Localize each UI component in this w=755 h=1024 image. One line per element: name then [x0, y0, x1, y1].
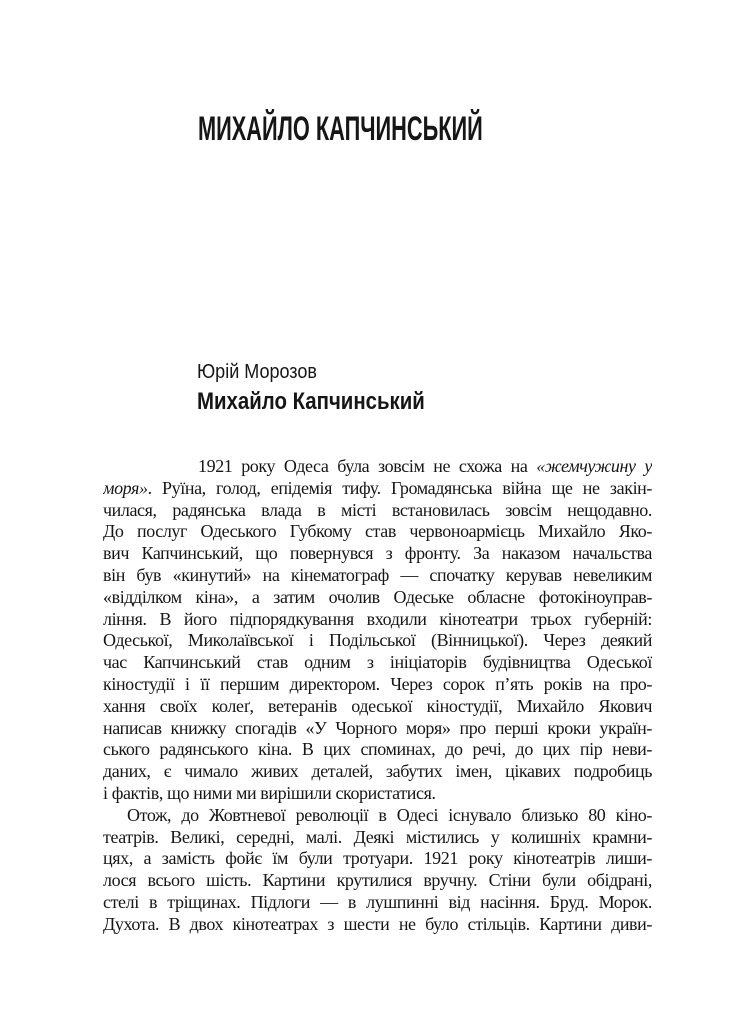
text-line: стелі в тріщинах. Підлоги — в лушпинні від насіння. Бруд. Морок. — [103, 891, 652, 912]
text-line: час Капчинський став одним з ініціаторів будівництва Одеської — [103, 652, 652, 673]
body-text — [103, 456, 652, 936]
text-line: даних, є чимало живих деталей, забутих імен, цікавих подробиць — [103, 761, 652, 782]
text-line: Духота. В двох кінотеатрах з шести не було стільців. Картини диви- — [103, 913, 652, 934]
text-line: Отож, до Жовтневої революції в Одесі існувало близько 80 кіно- — [127, 804, 652, 825]
paragraph — [103, 805, 652, 936]
text-line: цях, а замість фойє їм були тротуари. 1921 року кінотеатрів лиши- — [103, 848, 652, 869]
article-title: Михайло Капчинський — [197, 388, 425, 415]
text-line: він був «кинутий» на кінематограф — спочатку керував невеликим — [103, 564, 652, 585]
text-line: 1921 року Одеса була зовсім не схожа на «жемчужину у — [198, 456, 652, 476]
text-line: Одеської, Миколаївської і Подільської (Вінницької). Через деякий — [103, 630, 652, 651]
text-line: написав книжку спогадів «У Чорного моря» про перші кроки україн- — [103, 717, 652, 738]
text-line: ління. В його підпорядкування входили кінотеатри трьох губерній: — [103, 608, 652, 629]
text-line: лося всього шість. Картини крутилися вручну. Стіни були обідрані, — [103, 870, 652, 891]
author-name: Юрій Морозов — [197, 361, 317, 383]
text-line: моря». Руїна, голод, епідемія тифу. Громадянська війна ще не закін- — [103, 477, 652, 498]
text-line: До послуг Одеського Губкому став червоноармієць Михайло Яко- — [103, 521, 652, 542]
text-line: вич Капчинський, що повернувся з фронту. За наказом начальства — [103, 543, 652, 564]
text-line: і фактів, що ними ми вирішили скористатися. — [103, 782, 436, 803]
text-line: хання своїх колеґ, ветеранів одеської кіностудії, Михайло Якович — [103, 695, 652, 716]
text-line: чилася, радянська влада в місті встановилась зовсім нещодавно. — [103, 499, 652, 520]
paragraph — [103, 456, 652, 805]
text-line: театрів. Великі, середні, малі. Деякі містились у колишніх крамни- — [103, 826, 652, 847]
chapter-title: МИХАЙЛО КАПЧИНСЬКИЙ — [198, 110, 483, 148]
text-line: кіностудії і її першим директором. Через сорок п’ять років на про- — [103, 673, 652, 694]
text-line: «відділком кіна», а затим очолив Одеське обласне фотокіноуправ- — [103, 586, 652, 607]
text-line: ського радянського кіна. В цих споминах, до речі, до цих пір неви- — [103, 739, 652, 760]
